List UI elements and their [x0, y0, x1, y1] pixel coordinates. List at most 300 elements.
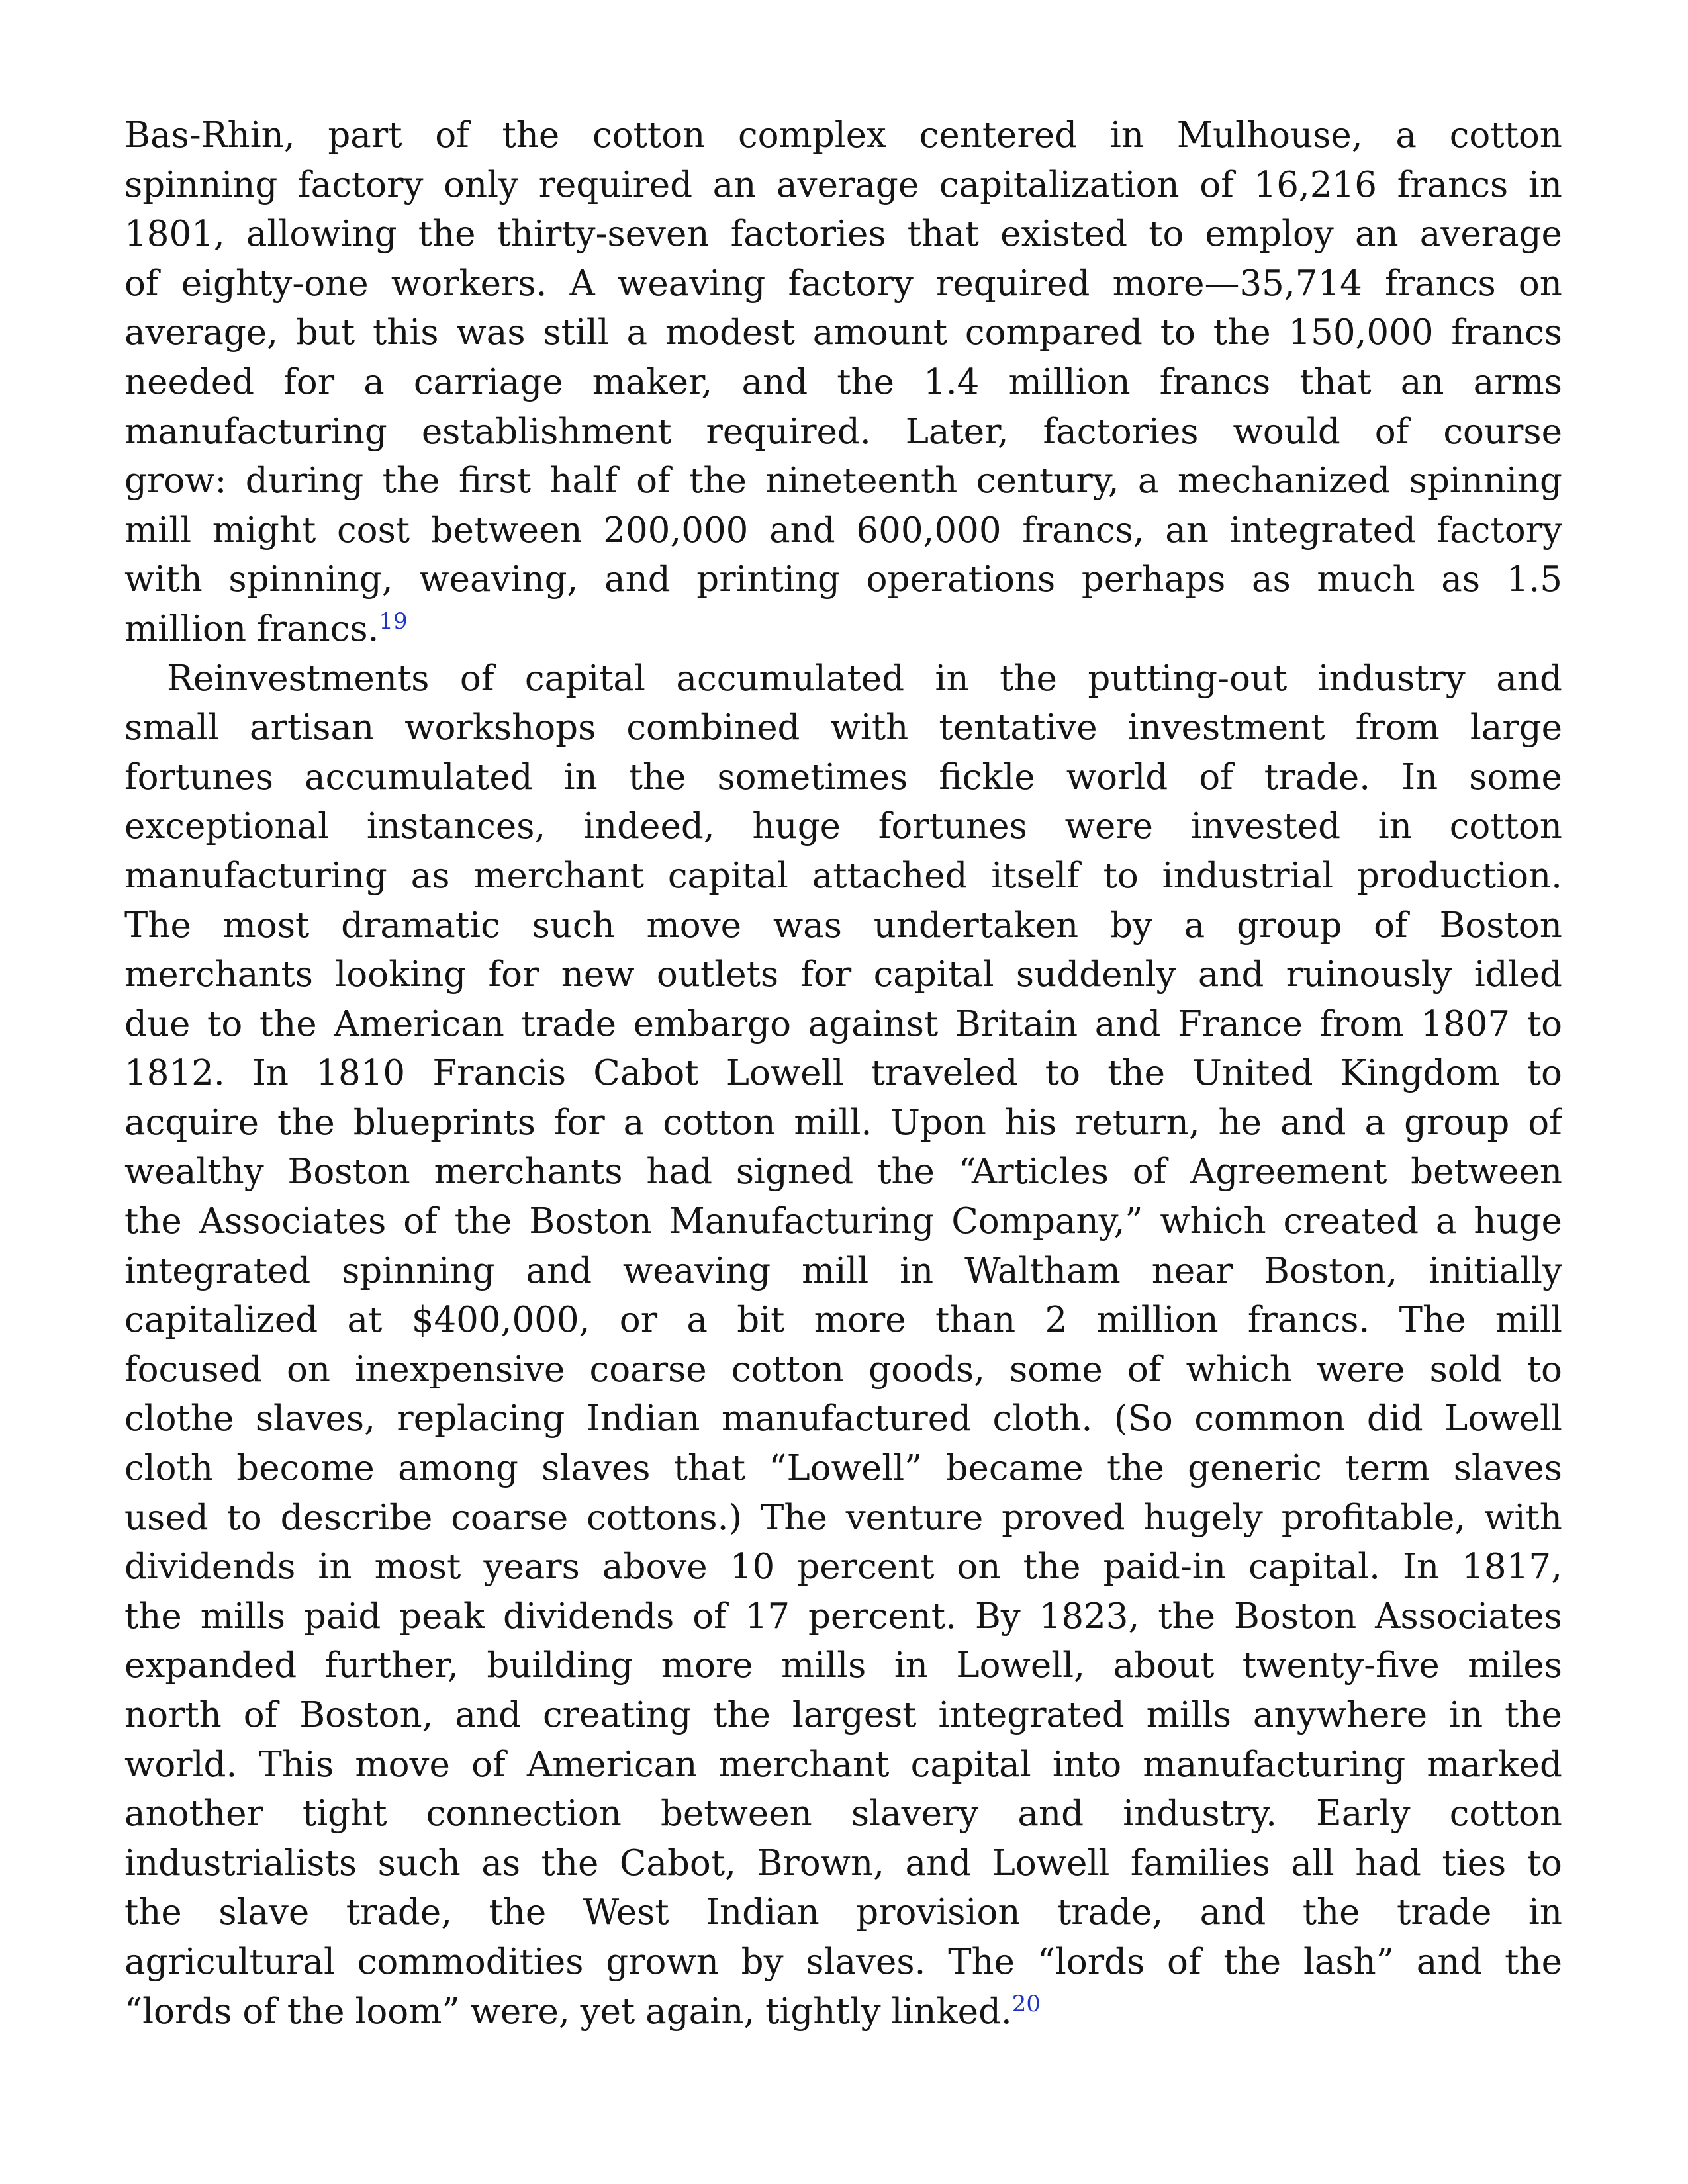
word: an	[1165, 510, 1209, 551]
word: Brown,	[757, 1843, 884, 1884]
word: Boston	[287, 1152, 410, 1193]
word: compared	[964, 312, 1143, 353]
word: Boston	[1233, 1596, 1357, 1637]
word: Lowell	[726, 1053, 844, 1094]
word: inexpensive	[355, 1349, 565, 1390]
word: average,	[124, 312, 278, 353]
word: the	[1213, 312, 1271, 353]
word: of	[435, 115, 469, 156]
word: profitable,	[1281, 1497, 1466, 1538]
word: manufacturing	[1143, 1744, 1406, 1785]
word: north	[124, 1695, 222, 1735]
word: a	[686, 1300, 708, 1341]
word: integrated	[124, 1250, 311, 1291]
word: million	[124, 608, 247, 649]
word: manufacturing	[124, 855, 387, 896]
word: the	[877, 1152, 935, 1193]
word: at	[347, 1300, 383, 1341]
word: return,	[1075, 1102, 1200, 1143]
word: of	[1167, 1941, 1201, 1982]
word: from	[1355, 707, 1440, 749]
word: an	[1354, 214, 1399, 255]
word: dramatic	[341, 905, 500, 946]
word: the	[1505, 1695, 1562, 1735]
word: huge	[1474, 1201, 1562, 1242]
word: most	[374, 1547, 461, 1588]
word: were	[1064, 806, 1154, 847]
text-line	[124, 605, 1562, 655]
word: Later,	[905, 411, 1009, 452]
footnote-link[interactable]: 19	[379, 608, 408, 635]
word: world.	[124, 1744, 238, 1785]
word: agricultural	[124, 1941, 335, 1982]
text-line	[124, 1839, 1562, 1889]
word: to	[1160, 312, 1196, 353]
text-line	[124, 753, 1562, 803]
word: trade	[521, 1003, 617, 1044]
word: fortunes	[878, 806, 1027, 847]
word: grown	[606, 1941, 719, 1982]
word: of	[124, 263, 159, 304]
word: spinning	[1409, 461, 1562, 502]
word: years	[483, 1547, 580, 1588]
word: of	[1132, 1152, 1167, 1193]
text-line	[124, 1444, 1562, 1494]
text-line	[124, 1592, 1562, 1642]
text-line	[124, 457, 1562, 506]
word: grow:	[124, 461, 227, 502]
word: The	[948, 1941, 1015, 1982]
text-line	[124, 210, 1562, 259]
word: commodities	[357, 1941, 584, 1982]
word: the	[713, 1695, 771, 1735]
text-line	[124, 1197, 1562, 1247]
word: move	[646, 905, 742, 946]
word: mills	[200, 1596, 285, 1637]
word: Kingdom	[1340, 1053, 1500, 1094]
word: merchants	[124, 954, 314, 995]
word: and	[604, 559, 671, 600]
word: complex	[737, 115, 886, 156]
word: fortunes	[124, 756, 273, 797]
word: fickle	[939, 756, 1035, 797]
word: amount	[812, 312, 948, 353]
word: Associates	[199, 1201, 387, 1242]
text-line	[124, 1790, 1562, 1839]
word: weaving	[617, 263, 766, 304]
word: industrial	[1162, 855, 1334, 896]
word: cotton	[1449, 1794, 1562, 1835]
word: the	[259, 1003, 317, 1044]
word: workers.	[391, 263, 547, 304]
word: building	[487, 1645, 633, 1686]
word: most	[222, 905, 310, 946]
word: on	[286, 1349, 331, 1390]
word: the	[124, 1596, 182, 1637]
text-line	[124, 1543, 1562, 1592]
word: into	[1052, 1744, 1122, 1785]
word: used	[124, 1497, 209, 1538]
word: spinning	[124, 164, 278, 205]
text-line	[124, 408, 1562, 457]
word: common	[1194, 1398, 1346, 1439]
word: was	[456, 312, 526, 353]
word: merchants	[434, 1152, 623, 1193]
word: 1801,	[124, 214, 225, 255]
text-line	[124, 1888, 1562, 1938]
word: miles	[1468, 1645, 1562, 1686]
word: tentative	[939, 707, 1098, 749]
word: 17	[745, 1596, 790, 1637]
word: the	[277, 1102, 335, 1143]
word: lash”	[1303, 1941, 1394, 1982]
word: group	[1404, 1102, 1510, 1143]
word: invested	[1190, 806, 1340, 847]
word: for	[553, 1102, 605, 1143]
word: new	[561, 954, 635, 995]
word: integrated	[1229, 510, 1416, 551]
word: spinning	[342, 1250, 495, 1291]
word: the	[124, 1201, 182, 1242]
word: perhaps	[1081, 559, 1226, 600]
word: that	[907, 214, 979, 255]
word: 1823,	[1039, 1596, 1140, 1637]
word: cloth	[124, 1448, 213, 1489]
word: the	[382, 461, 440, 502]
word: of	[403, 1201, 438, 1242]
word: looking	[335, 954, 467, 995]
footnote-link[interactable]: 20	[1011, 1990, 1041, 2017]
word: to	[207, 1003, 243, 1044]
word: paid-in	[1103, 1547, 1226, 1588]
word: capital.	[1248, 1547, 1380, 1588]
word: capital	[667, 855, 788, 896]
word: venture	[845, 1497, 984, 1538]
word: with	[1484, 1497, 1562, 1538]
word: Boston,	[1264, 1250, 1398, 1291]
word: Company,”	[951, 1201, 1143, 1242]
word: did	[1366, 1398, 1423, 1439]
word: “lords	[1037, 1941, 1145, 1982]
word: might	[212, 510, 316, 551]
word: This	[258, 1744, 334, 1785]
word: Cabot,	[619, 1843, 736, 1884]
word: the	[489, 1892, 547, 1933]
word: creating	[542, 1695, 692, 1735]
word: combined	[626, 707, 800, 749]
word: Early	[1316, 1794, 1411, 1835]
text-line	[124, 950, 1562, 1000]
text-line	[124, 1099, 1562, 1148]
word: coarse	[589, 1349, 707, 1390]
word: more	[661, 1645, 753, 1686]
text-line	[124, 1494, 1562, 1543]
word: near	[1151, 1250, 1233, 1291]
word: the	[124, 1892, 182, 1933]
word: printing	[696, 559, 840, 600]
word: become	[236, 1448, 375, 1489]
word: the	[689, 461, 747, 502]
word: 200,000	[603, 510, 749, 551]
word: a	[1137, 461, 1159, 502]
text-line	[124, 1247, 1562, 1297]
word: coarse	[451, 1497, 569, 1538]
word: generic	[1188, 1448, 1322, 1489]
word: more	[814, 1300, 906, 1341]
word: hugely	[1143, 1497, 1263, 1538]
word: the	[1000, 658, 1057, 699]
word: with	[830, 707, 909, 749]
word: manufactured	[721, 1398, 972, 1439]
word: (So	[1113, 1398, 1173, 1439]
word: instances,	[366, 806, 546, 847]
word: for	[800, 954, 852, 995]
text-line	[124, 1148, 1562, 1197]
word: cottons.)	[586, 1497, 743, 1538]
word: weaving	[622, 1250, 771, 1291]
word: a	[1364, 1102, 1386, 1143]
word: trade,	[346, 1892, 453, 1933]
word: Waltham	[964, 1250, 1121, 1291]
word: or	[619, 1300, 658, 1341]
word: Cabot	[593, 1053, 699, 1094]
word: which	[1186, 1349, 1292, 1390]
word: production.	[1356, 855, 1562, 896]
word: The	[760, 1497, 827, 1538]
word: required.	[706, 411, 871, 452]
word: embargo	[633, 1003, 791, 1044]
word: employ	[1205, 214, 1334, 255]
word: merchant	[473, 855, 645, 896]
word: a	[1395, 115, 1417, 156]
word: industrialists	[124, 1843, 357, 1884]
word: huge	[752, 806, 841, 847]
word: describe	[280, 1497, 433, 1538]
word: of	[1199, 164, 1234, 205]
word: between	[660, 1794, 812, 1835]
word: required	[936, 263, 1090, 304]
word: in	[900, 1250, 934, 1291]
word: industry.	[1123, 1794, 1277, 1835]
text-line	[124, 1741, 1562, 1790]
word: Indian	[706, 1892, 820, 1933]
word: United	[1192, 1053, 1313, 1094]
word: loom”	[355, 1991, 460, 2032]
word: initially	[1429, 1250, 1562, 1291]
word: slave	[218, 1892, 310, 1933]
word: itself	[991, 855, 1080, 896]
word: In	[1401, 756, 1438, 797]
word: more—35,714	[1112, 263, 1362, 304]
word: mills	[1146, 1695, 1231, 1735]
word: proved	[1002, 1497, 1125, 1538]
word: during	[245, 461, 364, 502]
word: Britain	[955, 1003, 1078, 1044]
word: artisan	[250, 707, 375, 749]
word: in	[1528, 1892, 1562, 1933]
text-line	[124, 1345, 1562, 1395]
word: above	[602, 1547, 708, 1588]
word: peak	[399, 1596, 485, 1637]
word: bit	[737, 1300, 785, 1341]
word: replacing	[397, 1398, 565, 1439]
text-line	[124, 1049, 1562, 1099]
word: anywhere	[1252, 1695, 1428, 1735]
word: which	[1160, 1201, 1266, 1242]
word: such	[377, 1843, 461, 1884]
word: cotton	[1449, 806, 1562, 847]
word: average	[776, 164, 919, 205]
word: from	[1319, 1003, 1404, 1044]
word: million	[1008, 361, 1131, 402]
word: thirty-seven	[496, 214, 710, 255]
word: a	[623, 1102, 645, 1143]
word: and	[1496, 658, 1562, 699]
text-line	[124, 1641, 1562, 1691]
word: 1812.	[124, 1053, 225, 1094]
paragraph	[124, 111, 1562, 655]
word: In	[1403, 1547, 1440, 1588]
word: trade	[1396, 1892, 1492, 1933]
word: he	[1218, 1102, 1262, 1143]
word: against	[808, 1003, 939, 1044]
word: a	[1184, 905, 1205, 946]
word: wealthy	[124, 1152, 264, 1193]
word: Mulhouse,	[1176, 115, 1363, 156]
word: a	[626, 312, 648, 353]
word: to	[1103, 855, 1139, 896]
text-line	[124, 111, 1562, 161]
word: created	[1283, 1201, 1419, 1242]
word: accumulated	[304, 756, 533, 797]
word: francs	[1159, 361, 1271, 402]
word: exceptional	[124, 806, 330, 847]
word: “Articles	[958, 1152, 1109, 1193]
word: and	[455, 1695, 522, 1735]
word: francs.	[1247, 1300, 1370, 1341]
word: an	[1400, 361, 1444, 402]
word: largest	[792, 1695, 917, 1735]
word: on	[1518, 263, 1562, 304]
word: much	[1317, 559, 1415, 600]
word: world	[1066, 756, 1168, 797]
word: cloth.	[992, 1398, 1093, 1439]
word: million	[1096, 1300, 1219, 1341]
word: 1807	[1421, 1003, 1511, 1044]
word: 1817,	[1462, 1547, 1562, 1588]
word: marked	[1427, 1744, 1562, 1785]
word: of	[1199, 756, 1233, 797]
word: in	[935, 658, 969, 699]
word: to	[226, 1497, 262, 1538]
word: 2	[1045, 1300, 1068, 1341]
word: the	[502, 115, 560, 156]
word: the	[837, 361, 895, 402]
word: suddenly	[1015, 954, 1176, 995]
text-line	[124, 1394, 1562, 1444]
word: and	[1416, 1941, 1483, 1982]
word: factories	[730, 214, 886, 255]
word: traveled	[870, 1053, 1018, 1094]
word: signed	[735, 1152, 854, 1193]
word: of	[242, 1991, 277, 2032]
word: allowing	[246, 214, 397, 255]
word: trade,	[1056, 1892, 1164, 1933]
word: undertaken	[873, 905, 1079, 946]
word: and	[769, 510, 835, 551]
text-line	[124, 1296, 1562, 1345]
word: the	[1107, 1448, 1164, 1489]
body-text	[124, 111, 1562, 2036]
word: again,	[645, 1991, 755, 2032]
word: in	[563, 756, 598, 797]
word: factories	[1043, 411, 1199, 452]
word: The	[124, 905, 191, 946]
text-line	[124, 308, 1562, 358]
word: merchant	[718, 1744, 890, 1785]
word: $400,000,	[411, 1300, 590, 1341]
word: large	[1470, 707, 1562, 749]
word: among	[398, 1448, 518, 1489]
word: sometimes	[717, 756, 908, 797]
word: cotton	[731, 1349, 845, 1390]
word: paid	[303, 1596, 381, 1637]
word: as	[481, 1843, 521, 1884]
word: in	[894, 1645, 928, 1686]
word: by	[1110, 905, 1152, 946]
text-line	[124, 358, 1562, 408]
text-line	[124, 555, 1562, 605]
word: of	[692, 1596, 727, 1637]
word: capitalization	[939, 164, 1180, 205]
word: existed	[1000, 214, 1128, 255]
word: blueprints	[353, 1102, 536, 1143]
word: to	[1045, 1053, 1080, 1094]
word: only	[444, 164, 518, 205]
word: and	[1280, 1102, 1346, 1143]
word: and	[1017, 1794, 1084, 1835]
word: connection	[426, 1794, 622, 1835]
word: nineteenth	[765, 461, 958, 502]
word: accumulated	[676, 658, 905, 699]
word: the	[454, 1201, 512, 1242]
word: Indian	[586, 1398, 700, 1439]
word: between	[430, 510, 583, 551]
word: West	[583, 1892, 669, 1933]
word: cotton	[592, 115, 706, 156]
word: mill.	[794, 1102, 872, 1143]
word: as	[1441, 559, 1481, 600]
word: indeed,	[583, 806, 715, 847]
word: than	[935, 1300, 1016, 1341]
word: the	[541, 1843, 599, 1884]
word: Associates	[1375, 1596, 1562, 1637]
word: that	[1299, 361, 1372, 402]
word: percent.	[808, 1596, 957, 1637]
word: of	[1127, 1349, 1162, 1390]
word: Francis	[432, 1053, 567, 1094]
word: of	[1374, 411, 1409, 452]
word: needed	[124, 361, 255, 402]
word: francs	[1397, 164, 1509, 205]
word: ruinously	[1286, 954, 1452, 995]
word: small	[124, 707, 219, 749]
word: factory	[788, 263, 914, 304]
word: slaves,	[255, 1398, 375, 1439]
word: “Lowell”	[769, 1448, 923, 1489]
word: had	[646, 1152, 713, 1193]
word: 600,000	[856, 510, 1002, 551]
